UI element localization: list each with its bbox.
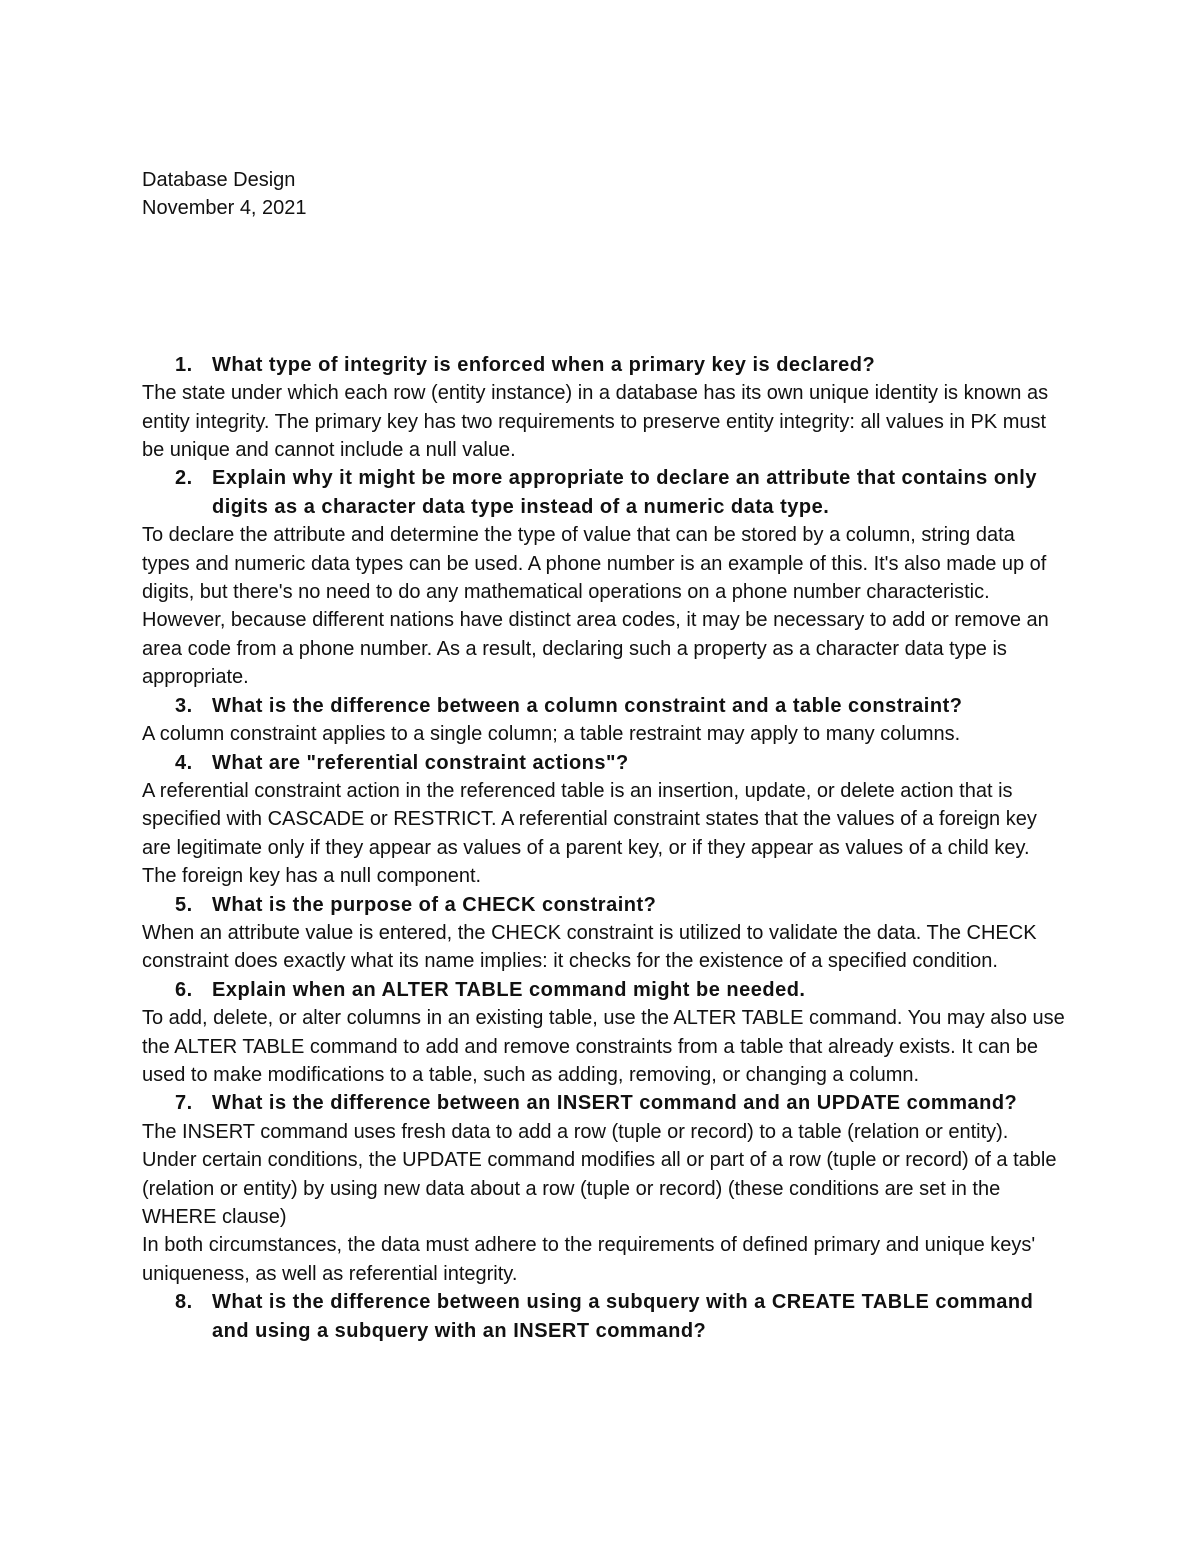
question-text: What are "referential constraint actions"? xyxy=(212,751,629,774)
question-heading xyxy=(142,1089,1067,1117)
answer-paragraph: When an attribute value is entered, the CHECK constraint is utilized to validate the data. The CHECK constraint does exactly what its name implies: it checks for the existence of a specified condition. xyxy=(142,921,1037,973)
question-heading xyxy=(142,464,1067,521)
question-heading xyxy=(142,749,1067,777)
question-text: Explain why it might be more appropriate to declare an attribute that contains only digits as a character data type instead of a numeric data type. xyxy=(212,467,1037,518)
question-text: Explain when an ALTER TABLE command might be needed. xyxy=(212,978,806,1001)
question-number: 8. xyxy=(175,1291,193,1314)
question-block-2 xyxy=(142,464,1067,691)
question-text: What is the difference between using a subquery with a CREATE TABLE command and using a subquery with an INSERT command? xyxy=(212,1291,1034,1342)
answer-paragraph: A column constraint applies to a single column; a table restraint may apply to many columns. xyxy=(142,723,961,746)
question-number: 2. xyxy=(175,467,193,490)
document-page xyxy=(142,166,1067,1345)
answer-paragraph: The state under which each row (entity instance) in a database has its own unique identity is known as entity integrity. The primary key has two requirements to preserve entity integrity: all values in PK must be unique and cannot include a null value. xyxy=(142,382,1049,462)
question-number: 7. xyxy=(175,1092,193,1115)
course-title: Database Design xyxy=(142,169,296,191)
question-block-6 xyxy=(142,976,1067,1090)
question-heading xyxy=(142,1288,1067,1345)
question-heading xyxy=(142,692,1067,720)
question-number: 3. xyxy=(175,694,193,717)
question-block-4 xyxy=(142,749,1067,891)
question-block-1 xyxy=(142,351,1067,465)
header-spacer xyxy=(142,223,1067,351)
answer-paragraph: Under certain conditions, the UPDATE command modifies all or part of a row (tuple or record) of a table (relation or entity) by using new data about a row (tuple or record) (these conditions are set in the WHERE clause) xyxy=(142,1149,1057,1228)
document-date: November 4, 2021 xyxy=(142,197,307,220)
question-number: 1. xyxy=(175,353,193,376)
answer-paragraph: The INSERT command uses fresh data to add a row (tuple or record) to a table (relation or entity). xyxy=(142,1120,1009,1143)
answer-paragraph: A referential constraint action in the referenced table is an insertion, update, or delete action that is specified with CASCADE or RESTRICT. A referential constraint states that the values of a foreign key are legitimate only if they appear as values of a parent key, or if they appear as values of a child key. The foreign key has a null component. xyxy=(142,779,1037,888)
question-heading xyxy=(142,891,1067,919)
question-number: 4. xyxy=(175,751,193,774)
question-block-7 xyxy=(142,1089,1067,1288)
question-heading xyxy=(142,351,1067,379)
answer-paragraph: To add, delete, or alter columns in an existing table, use the ALTER TABLE command. You may also use the ALTER TABLE command to add and remove constraints from a table that already exists. It can be used to make modifications to a table, such as adding, removing, or changing a column. xyxy=(142,1007,1065,1086)
question-block-5 xyxy=(142,891,1067,976)
question-number: 6. xyxy=(175,978,193,1001)
question-text: What type of integrity is enforced when a primary key is declared? xyxy=(212,353,876,376)
question-block-8 xyxy=(142,1288,1067,1345)
question-heading xyxy=(142,976,1067,1004)
question-number: 5. xyxy=(175,893,193,916)
answer-paragraph: In both circumstances, the data must adhere to the requirements of defined primary and unique keys' uniqueness, as well as referential integrity. xyxy=(142,1234,1036,1285)
question-text: What is the difference between an INSERT command and an UPDATE command? xyxy=(212,1092,1018,1115)
question-block-3 xyxy=(142,692,1067,749)
answer-paragraph: To declare the attribute and determine the type of value that can be stored by a column, string data types and numeric data types can be used. A phone number is an example of this. It's also made up of digits, but there's no need to do any mathematical operations on a phone number characteristic. However, because different nations have distinct area codes, it may be necessary to add or remove an area code from a phone number. As a result, declaring such a property as a character data type is appropriate. xyxy=(142,524,1049,689)
question-text: What is the difference between a column constraint and a table constraint? xyxy=(212,694,963,717)
question-text: What is the purpose of a CHECK constraint? xyxy=(212,893,657,916)
